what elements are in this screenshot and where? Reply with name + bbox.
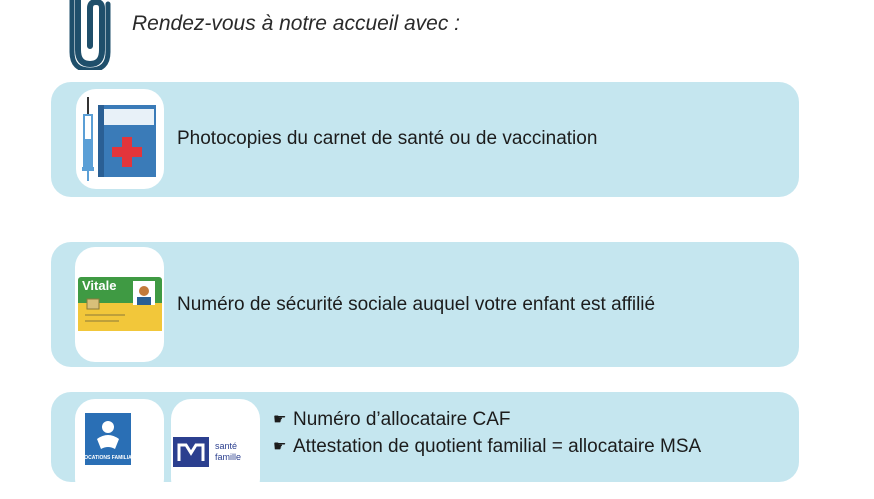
bullet-caf-text: Numéro d’allocataire CAF <box>293 409 511 430</box>
social-security-label: Numéro de sécurité sociale auquel votre enfant est affilié <box>177 294 656 315</box>
msa-logo-text-line2: famille <box>215 452 242 462</box>
caf-logo-text: ALLOCATIONS FAMILIALES <box>75 455 142 461</box>
paperclip-icon <box>64 0 116 70</box>
allowance-card-row <box>51 392 799 482</box>
caf-logo <box>75 399 164 499</box>
vaccination-label: Photocopies du carnet de santé ou de vaccination <box>177 128 598 149</box>
vitale-card-icon <box>75 247 164 362</box>
intro-text: Rendez-vous à notre accueil avec : <box>132 12 461 35</box>
vaccination-card-row <box>51 82 799 197</box>
msa-logo-text-line1: santé <box>215 441 238 451</box>
allowance-bullets <box>273 406 701 460</box>
bullet-msa <box>273 433 701 460</box>
pointing-hand-icon: ☛ <box>273 438 287 455</box>
bullet-msa-text: Attestation de quotient familial = allocataire MSA <box>293 436 702 457</box>
social-security-card-row <box>51 242 799 367</box>
pointing-hand-icon: ☛ <box>273 411 287 428</box>
bullet-caf <box>273 406 701 433</box>
msa-logo <box>171 399 260 499</box>
vitale-brand: Vitale <box>82 278 117 293</box>
vaccination-book-icon <box>76 89 164 189</box>
